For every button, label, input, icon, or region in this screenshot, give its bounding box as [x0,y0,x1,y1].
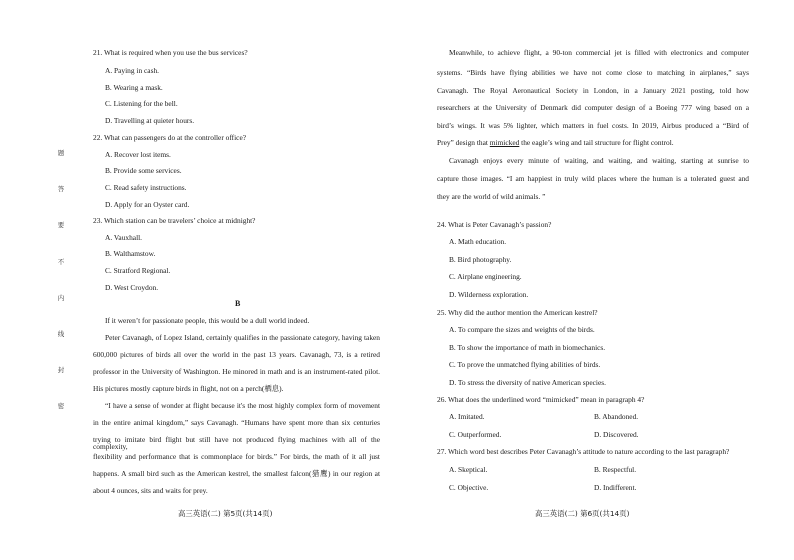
q24-option-d: D. Wilderness exploration. [449,290,529,299]
passage-line: they are the world of wild animals. ” [437,192,546,201]
margin-char: 密 [57,402,65,411]
section-heading-b: B [235,299,241,308]
passage-line: Peter Cavanagh, of Lopez Island, certainly qualifies in the passionate category, having taken [105,333,380,342]
q24-option-a: A. Math education. [449,237,507,246]
q26-option-d: D. Discovered. [594,430,639,439]
passage-line: Meanwhile, to achieve flight, a 90-ton commercial jet is filled with electronics and computer [449,48,749,57]
q23-option-c: C. Stratford Regional. [105,266,171,275]
question-27-stem: 27. Which word best describes Peter Cavanagh’s attitude to nature according to the last paragraph? [437,447,730,456]
question-26-stem: 26. What does the underlined word “mimicked” mean in paragraph 4? [437,395,645,404]
passage-line: capture those images. “I am happiest in truly wild places where the human is a tolerated guest and [437,174,749,183]
q23-option-b: B. Walthamstow. [105,249,156,258]
margin-char: 答 [57,185,65,194]
question-21-stem: 21. What is required when you use the bus services? [93,48,248,57]
q24-option-c: C. Airplane engineering. [449,272,522,281]
q23-option-a: A. Vauxhall. [105,233,143,242]
margin-char: 内 [57,293,65,302]
q26-option-c: C. Outperformed. [449,430,502,439]
q23-option-d: D. West Croydon. [105,283,159,292]
margin-char: 题 [57,149,65,157]
passage-line: Cavanagh. The Royal Aeronautical Society in London, in a January 2021 posting, told how [437,86,749,95]
question-22-stem: 22. What can passengers do at the controller office? [93,133,247,142]
q21-option-b: B. Wearing a mask. [105,83,163,92]
underlined-word: mimicked [489,138,520,147]
q26-option-a: A. Imitated. [449,412,485,421]
q27-option-a: A. Skeptical. [449,465,488,474]
passage-line: flexibility and performance that is commonplace for birds.” For birds, the math of it all just [93,452,380,461]
q22-option-a: A. Recover lost items. [105,150,171,159]
passage-line: systems. “Birds have flying abilities we have not come close to matching in airplanes,” says [437,68,749,77]
q21-option-a: A. Paying in cash. [105,66,159,75]
q21-option-d: D. Travelling at quieter hours. [105,116,195,125]
q26-option-b: B. Abandoned. [594,412,639,421]
q22-option-c: C. Read safety instructions. [105,183,187,192]
q25-option-b: B. To show the importance of math in biomechanics. [449,343,606,352]
page-footer: 高三英语(二) 第6页(共14页) [535,509,630,518]
passage-line: Cavanagh enjoys every minute of waiting, and waiting, and waiting, starting at sunrise to [449,156,749,165]
question-24-stem: 24. What is Peter Cavanagh’s passion? [437,220,552,229]
binding-margin [56,150,66,410]
passage-line: researchers at the University of Denmark did computer design of a Boeing 777 wing based on a [437,103,749,112]
passage-line: about 4 ounces, sits and waits for prey. [93,486,208,495]
question-25-stem: 25. Why did the author mention the American kestrel? [437,308,598,317]
q21-option-c: C. Listening for the bell. [105,99,178,108]
passage-line: If it weren’t for passionate people, this would be a dull world indeed. [105,316,310,325]
passage-line: in the entire animal kingdom,” says Cavanagh. “Humans have spent more than six centuries [93,418,380,427]
question-23-stem: 23. Which station can be travelers’ choice at midnight? [93,216,256,225]
margin-char: 不 [57,257,65,266]
passage-line: 600,000 pictures of birds all over the world in the past 13 years. Cavanagh, 73, is a retired [93,350,380,359]
passage-line: bird’s wings. It was 5% lighter, which matters in fuel costs. In 2019, Airbus produced a “Bird of [437,121,749,130]
margin-char: 线 [57,330,65,339]
passage-text: Prey” design that [437,138,490,147]
page-footer: 高三英语(二) 第5页(共14页) [178,509,273,518]
passage-line: His pictures mostly capture birds in flight, not on a perch(栖息). [93,384,284,393]
q27-option-b: B. Respectful. [594,465,637,474]
q25-option-d: D. To stress the diversity of native American species. [449,378,606,387]
passage-text: the eagle’s wing and tail structure for flight control. [519,138,674,147]
q22-option-d: D. Apply for an Oyster card. [105,200,190,209]
margin-char: 封 [57,366,65,375]
passage-line: “I have a sense of wonder at flight because it's the most highly complex form of movement [105,401,380,410]
passage-line-mimicked [437,139,674,146]
q24-option-b: B. Bird photography. [449,255,512,264]
q25-option-c: C. To prove the unmatched flying abilities of birds. [449,360,601,369]
q27-option-c: C. Objective. [449,483,489,492]
passage-line: trying to imitate bird flight but still have not produced flying machines with all of the complexity, [93,435,380,452]
passage-line: happens. A small bird such as the American kestrel, the smallest falcon(猎鹰) in our region at [93,469,380,478]
q25-option-a: A. To compare the sizes and weights of the birds. [449,325,595,334]
margin-char: 要 [57,221,65,230]
passage-line: professor in the University of Washington. He minored in math and is an instrument-rated pilot. [93,367,380,376]
q22-option-b: B. Provide some services. [105,166,182,175]
q27-option-d: D. Indifferent. [594,483,637,492]
